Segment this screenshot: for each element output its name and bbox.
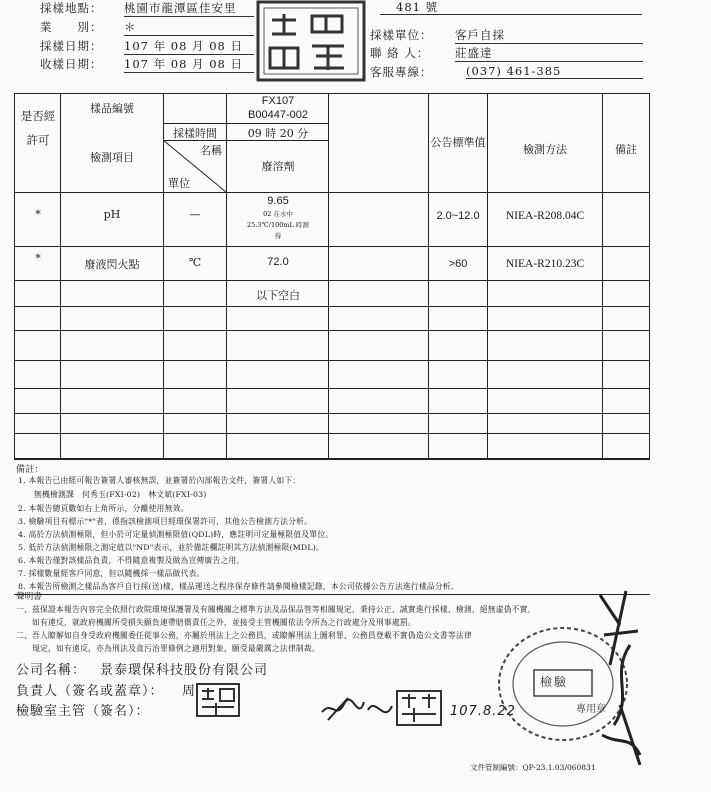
sign-date: 107.8.22 — [450, 704, 516, 719]
sample-no-label: 樣品編號 — [90, 102, 134, 115]
sample-time-label: 採樣時間 — [173, 127, 217, 140]
row-item: 廢液閃火點 — [84, 258, 140, 271]
contact-label: 聯 絡 人： — [370, 46, 430, 60]
industry-label: 業 別： — [40, 20, 103, 34]
note-line: 4. 高於方法偵測極限，但小於可定量偵測極限值(QDL)時，應註明可定量極限值及單位。 — [18, 530, 334, 539]
note-line: 2. 本報告總頁數如右上角所示，分離使用無效。 — [18, 504, 189, 513]
row-standard: 2.0~12.0 — [436, 210, 480, 222]
notes-title: 備註： — [16, 465, 44, 475]
row-unit: ℃ — [188, 256, 202, 269]
owner-value: 周 — [182, 684, 197, 699]
owner-label: 負責人（簽名或蓋章）： — [16, 684, 164, 699]
standard-header-label: 公告標準值 — [430, 136, 486, 149]
sample-date-label: 採樣日期： — [40, 39, 103, 53]
approver-handwritten-signature — [590, 585, 650, 785]
note-line: 3. 檢驗項目有標示"*"者，係指該檢測項目經環保署許可，其他公告檢測方法分析。 — [18, 517, 313, 526]
item-header-label: 檢測項目 — [90, 151, 134, 164]
site-value: 桃園市龍潭區佳安里 — [124, 0, 254, 17]
blank-text: 以下空白 — [256, 289, 300, 302]
receive-date-label: 收樣日期： — [40, 57, 103, 71]
declaration-line: 一、茲保證本報告內容完全依照行政院環境保護署及有關機關之標準方法及品保品管等相關規定，秉持公正、誠實進行採樣、檢測，絕無虛偽不實， — [16, 605, 536, 614]
declaration-line: 如有違反，就政府機關所受損失願負連帶賠償責任之外，並接受主管機關依法令所為之行政處分及刑事處罰。 — [16, 618, 416, 627]
sample-no-value-2: B00447-002 — [248, 109, 308, 121]
row-unit: — — [189, 208, 201, 221]
manager-label: 檢驗室主管（簽名）： — [16, 704, 150, 719]
doc-control-number: 文件管制編號：QP-23.1.03/060831 — [470, 763, 596, 772]
row-value: 9.65 — [267, 195, 289, 207]
site-label: 採樣地點： — [40, 1, 103, 15]
contact-value: 莊盛達 — [455, 45, 643, 62]
company-value: 景泰環保科技股份有限公司 — [100, 663, 269, 678]
remark-header-label: 備註 — [615, 143, 637, 156]
owner-seal-stamp — [196, 683, 240, 717]
row-approved: * — [35, 208, 41, 221]
note-line: 無機檢測課 何秀玉(FXI-02) 林文斌(FXI-03) — [18, 490, 207, 499]
sample-time-value: 09 時 20 分 — [247, 127, 309, 140]
row-value-note-2: 25.3℃/100mL 時測 — [247, 221, 309, 229]
sample-date-value: 107 年 08 月 08 日 — [124, 38, 254, 55]
phone-label: 客服專線： — [370, 65, 433, 79]
note-line: 7. 採樣數量經客戶同意，但以隨機採一樣品做代表。 — [18, 569, 205, 578]
row-value-note-1: 02 在水中 — [263, 210, 293, 218]
method-header-label: 檢測方法 — [523, 143, 567, 156]
row-item: pH — [103, 208, 121, 221]
row-value-note-3: 得 — [274, 232, 282, 240]
company-seal-stamp — [256, 0, 366, 82]
row-method: NIEA-R208.04C — [505, 210, 585, 222]
unit-label: 採樣單位： — [370, 28, 433, 42]
col-approved-header: 是否經許可 — [20, 109, 56, 147]
phone-value: (037) 461-385 — [466, 64, 643, 79]
manager-handwritten-signature — [318, 690, 408, 730]
industry-value: ＊ — [124, 19, 254, 36]
manager-seal-stamp — [396, 690, 442, 726]
unit-header-label: 單位 — [168, 177, 190, 190]
note-line: 8. 本報告所檢測之樣品為客戶自行採(送)樣，樣品運送之程序保存條件請參閱檢樣記錄，本公司依據公告方法進行樣品分析。 — [18, 582, 459, 591]
row-value: 72.0 — [267, 256, 289, 268]
company-label: 公司名稱： — [16, 663, 87, 678]
sample-name: 廢溶劑 — [261, 160, 295, 173]
stamp-text-2: 專用章 — [576, 704, 606, 715]
stamp-text-1: 檢驗 — [540, 675, 569, 689]
declaration-title: 聲明書 — [16, 592, 43, 602]
note-line: 1. 本報告已由經可報告簽署人審核無誤，並簽署於內部報告文件，簽署人如下： — [18, 476, 301, 485]
site-tail: 481 號 — [396, 0, 439, 14]
unit-value: 客戶自採 — [455, 27, 643, 44]
declaration-line: 二、吾人瞭解如自身受政府機關委任從事公務，亦屬於刑法上之公務員，或瞭解刑法上圖利罪、公務員登載不實偽造公文書等法律 — [16, 631, 472, 640]
row-method: NIEA-R210.23C — [505, 258, 585, 270]
receive-date-value: 107 年 08 月 08 日 — [124, 56, 254, 73]
sample-no-value-1: FX107 — [261, 95, 295, 107]
name-label: 名稱 — [200, 144, 222, 157]
row-standard: >60 — [448, 258, 468, 270]
note-line: 6. 本報告僅對該樣品負責，不得隨意複製及做為宣傳廣告之用。 — [18, 556, 245, 565]
row-approved: * — [35, 252, 41, 265]
declaration-line: 規定，如有違反，亦為刑法及貪污治罪條例之適用對象，願受最嚴厲之法律制裁。 — [16, 644, 320, 653]
note-line: 5. 低於方法偵測極限之測定值以"ND"表示，並於備註欄註明其方法偵測極限(MDL)。 — [18, 543, 324, 552]
